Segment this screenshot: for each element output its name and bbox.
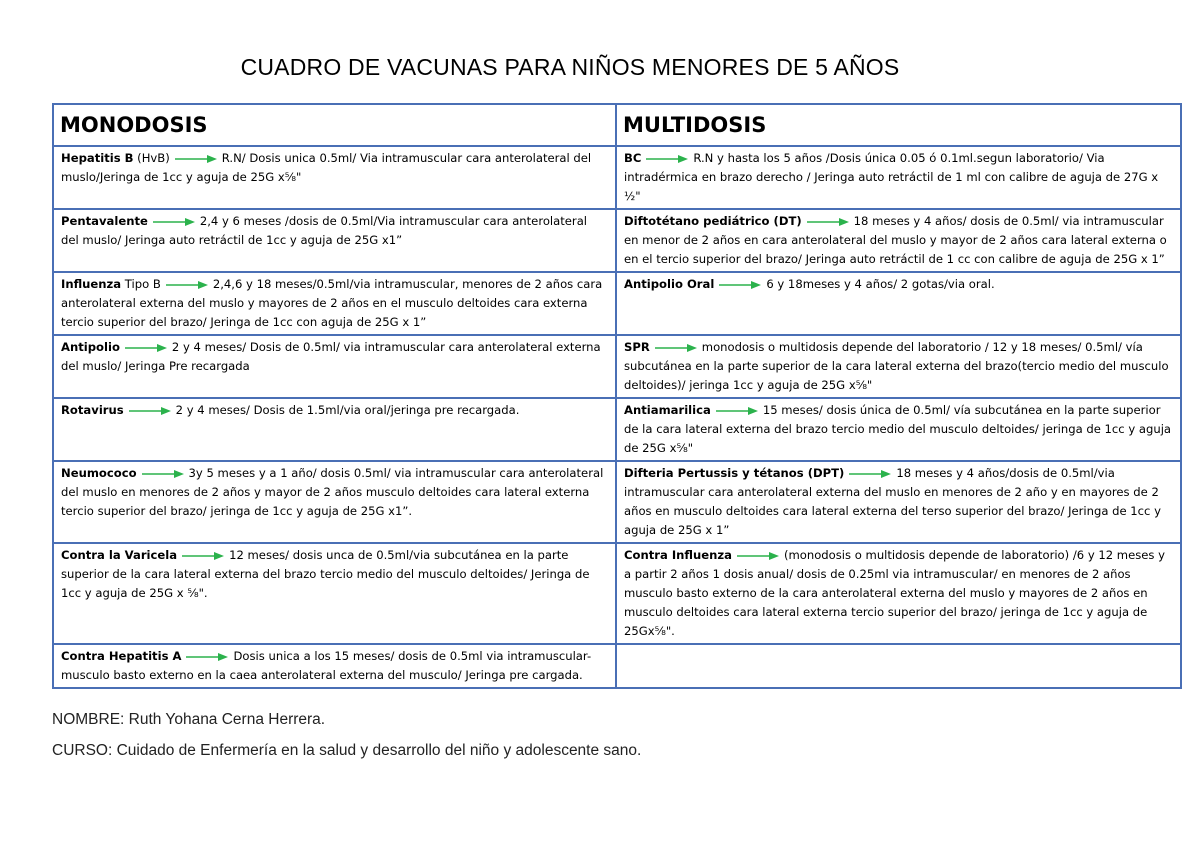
table-row: [53, 335, 1181, 398]
right-vaccine-cell: [616, 272, 1181, 335]
table-row: [53, 461, 1181, 543]
arrow-right-icon: [718, 280, 762, 290]
vaccine-name: Contra Hepatitis A: [61, 649, 182, 663]
vaccine-description: (monodosis o multidosis depende de laboratorio) /6 y 12 meses y a partir 2 años 1 dosis anual/ dosis de 0.25ml via intramuscular/ en menores de 2 años musculo basto externo de la cara anterolateral externa del muslo y mayores de 2 años en musculo deltoides cara lateral externa tercio superior del brazo/ jeringa de 1cc y aguja de 25Gx⅝".: [624, 548, 1165, 638]
vaccine-description: 2 y 4 meses/ Dosis de 1.5ml/via oral/jeringa pre recargada.: [175, 403, 520, 417]
vaccine-description: 6 y 18meses y 4 años/ 2 gotas/via oral.: [766, 277, 995, 291]
arrow-right-icon: [128, 406, 172, 416]
vaccine-name: Influenza: [61, 277, 122, 291]
arrow-right-icon: [152, 217, 196, 227]
vaccine-description: 3y 5 meses y a 1 año/ dosis 0.5ml/ via intramuscular cara anterolateral del muslo en menores de 2 años y mayor de 2 años musculo deltoides cara lateral externa tercio superior del brazo/ jeringa de 1cc y aguja de 25G x1”.: [61, 466, 604, 518]
table-row: [53, 543, 1181, 644]
table-row: [53, 644, 1181, 688]
arrow-right-icon: [715, 406, 759, 416]
vaccine-name: Pentavalente: [61, 214, 148, 228]
arrow-right-icon: [185, 652, 229, 662]
header-monodosis: MONODOSIS: [53, 104, 616, 146]
right-vaccine-cell: [616, 543, 1181, 644]
left-vaccine-cell: [53, 461, 616, 543]
vaccine-description: R.N/ Dosis unica 0.5ml/ Via intramuscular cara anterolateral del muslo/Jeringa de 1cc y aguja de 25G x⅝": [61, 151, 592, 184]
vaccine-name: Difteria Pertussis y tétanos (DPT): [624, 466, 845, 480]
vaccine-description: Dosis unica a los 15 meses/ dosis de 0.5ml via intramuscular-musculo basto externo en la caea anterolateral externa del musculo/ Jeringa pre cargada.: [61, 649, 592, 682]
arrow-right-icon: [806, 217, 850, 227]
vaccine-name: Contra Influenza: [624, 548, 732, 562]
arrow-right-icon: [174, 154, 218, 164]
vaccine-table: [52, 103, 1182, 689]
vaccine-name: Rotavirus: [61, 403, 124, 417]
arrow-right-icon: [181, 551, 225, 561]
vaccine-name: Neumococo: [61, 466, 137, 480]
arrow-right-icon: [736, 551, 780, 561]
right-vaccine-cell: [616, 461, 1181, 543]
vaccine-description: 12 meses/ dosis unca de 0.5ml/via subcutánea en la parte superior de la cara lateral externa del brazo tercio medio del musculo deltoides/ Jeringa de 1cc y aguja de 25G x ⅝".: [61, 548, 590, 600]
left-vaccine-cell: [53, 543, 616, 644]
vaccine-description: 2,4,6 y 18 meses/0.5ml/via intramuscular, menores de 2 años cara anterolateral externa del muslo y mayores de 2 años en el musculo deltoides cara externa tercio superior del brazo/ Jeringa de 1cc con aguja de 25G x 1”: [61, 277, 603, 329]
left-vaccine-cell: [53, 398, 616, 461]
vaccine-name: Diftotétano pediátrico (DT): [624, 214, 802, 228]
arrow-right-icon: [848, 469, 892, 479]
table-header-row: [53, 104, 1181, 146]
vaccine-description: 2 y 4 meses/ Dosis de 0.5ml/ via intramuscular cara anterolateral externa del muslo/ Jeringa Pre recargada: [61, 340, 601, 373]
vaccine-description: R.N y hasta los 5 años /Dosis única 0.05 ó 0.1ml.segun laboratorio/ Via intradérmica en brazo derecho / Jeringa auto retráctil de 1 ml con calibre de aguja de 27G x ½": [624, 151, 1159, 203]
table-row: [53, 398, 1181, 461]
vaccine-name: Hepatitis B: [61, 151, 134, 165]
course-name: CURSO: Cuidado de Enfermería en la salud y desarrollo del niño y adolescente sano.: [52, 742, 642, 759]
arrow-right-icon: [141, 469, 185, 479]
table-row: [53, 146, 1181, 209]
vaccine-name: Antiamarilica: [624, 403, 711, 417]
arrow-right-icon: [654, 343, 698, 353]
vaccine-name: SPR: [624, 340, 650, 354]
right-vaccine-cell: [616, 335, 1181, 398]
vaccine-description: 18 meses y 4 años/dosis de 0.5ml/via intramuscular cara anterolateral externa del muslo en menores de 2 año y en mayores de 2 años en musculo deltoides cara lateral externa del terso superior del brazo/ Jeringa de 1cc y aguja de 25G x 1”: [624, 466, 1161, 537]
vaccine-description: 2,4 y 6 meses /dosis de 0.5ml/Via intramuscular cara anterolateral del muslo/ Jeringa auto retráctil de 1cc y aguja de 25G x1”: [61, 214, 588, 247]
vaccine-name-suffix: (HvB): [133, 151, 170, 165]
left-vaccine-cell: [53, 272, 616, 335]
table-row: [53, 272, 1181, 335]
vaccine-name: Antipolio Oral: [624, 277, 715, 291]
table-row: [53, 209, 1181, 272]
left-vaccine-cell: [53, 146, 616, 209]
vaccine-description: 18 meses y 4 años/ dosis de 0.5ml/ via intramuscular en menor de 2 años en cara anterolateral del muslo y mayor de 2 años cara lateral externa o en el tercio superior del brazo/ Jeringa auto retráctil de 1 cc con calibre de aguja de 25G x 1”: [624, 214, 1167, 266]
document-title: CUADRO DE VACUNAS PARA NIÑOS MENORES DE 5 AÑOS: [240, 54, 900, 80]
vaccine-name: BC: [624, 151, 642, 165]
right-vaccine-cell: [616, 209, 1181, 272]
right-vaccine-cell: [616, 398, 1181, 461]
student-name: NOMBRE: Ruth Yohana Cerna Herrera.: [52, 711, 326, 728]
vaccine-name-suffix: Tipo B: [121, 277, 161, 291]
vaccine-name: Contra la Varicela: [61, 548, 178, 562]
right-vaccine-cell: [616, 644, 1181, 688]
left-vaccine-cell: [53, 209, 616, 272]
left-vaccine-cell: [53, 644, 616, 688]
arrow-right-icon: [165, 280, 209, 290]
header-multidosis: MULTIDOSIS: [616, 104, 1181, 146]
arrow-right-icon: [124, 343, 168, 353]
left-vaccine-cell: [53, 335, 616, 398]
right-vaccine-cell: [616, 146, 1181, 209]
vaccine-description: 15 meses/ dosis única de 0.5ml/ vía subcutánea en la parte superior de la cara lateral externa del brazo tercio medio del musculo deltoides/ jeringa de 1cc y aguja de 25G x⅝": [624, 403, 1172, 455]
arrow-right-icon: [645, 154, 689, 164]
vaccine-description: monodosis o multidosis depende del laboratorio / 12 y 18 meses/ 0.5ml/ vía subcutánea en la parte superior de la cara lateral externa del brazo(tercio medio del musculo deltoides)/ jeringa 1cc y aguja de 25G x⅝": [624, 340, 1169, 392]
vaccine-name: Antipolio: [61, 340, 120, 354]
table-body: [53, 146, 1181, 688]
